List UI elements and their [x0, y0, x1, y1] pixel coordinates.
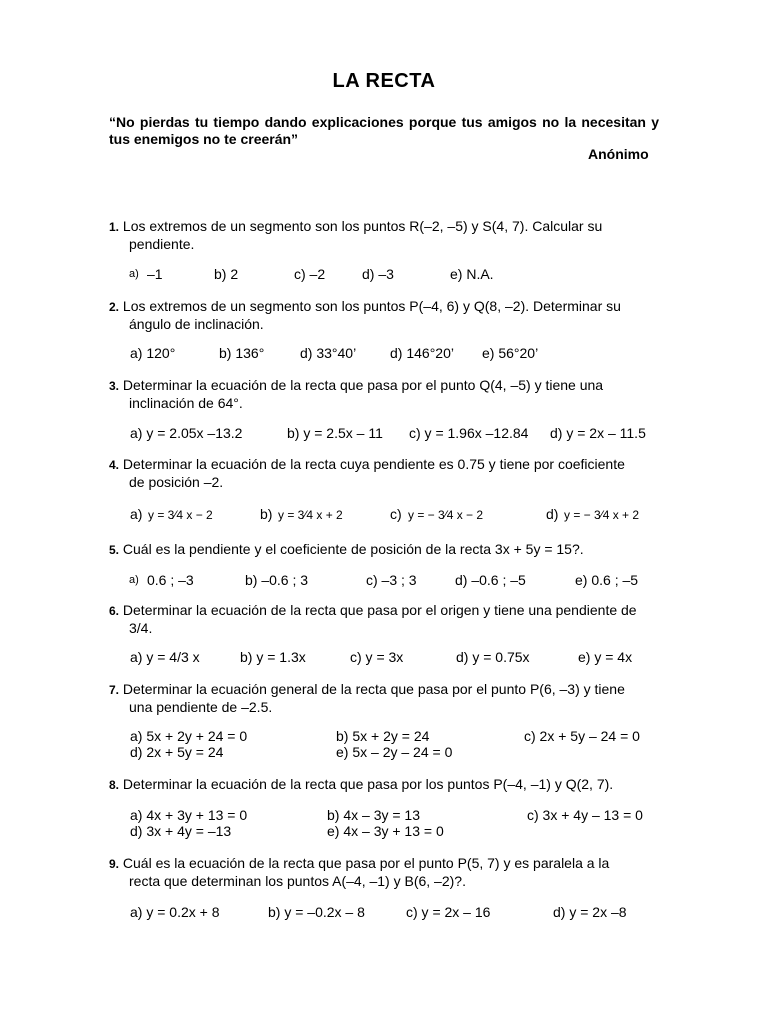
question-text-cont: ángulo de inclinación.	[129, 316, 264, 332]
question-text: Cuál es la pendiente y el coeficiente de posición de la recta 3x + 5y = 15?.	[122, 541, 584, 557]
option: c) 3x + 4y – 13 = 0	[527, 807, 643, 823]
option: e) y = 4x	[578, 649, 633, 665]
option: a) y = 2.05x –13.2	[130, 425, 243, 441]
option: d) y = 0.75x	[456, 649, 530, 665]
page-title: LA RECTA	[332, 70, 436, 92]
question-number: 6.	[109, 604, 120, 618]
option-label: d)	[546, 506, 559, 522]
option: b) y = 2.5x – 11	[287, 425, 383, 441]
epigraph-quote: “No pierdas tu tiempo dando explicaciones porque tus amigos no la necesitan y tus enemigos no te creerán”	[109, 114, 659, 147]
question-text: Los extremos de un segmento son los puntos R(–2, –5) y S(4, 7). Calcular su	[122, 218, 603, 234]
option: b) 2	[214, 266, 239, 282]
option: c) –2	[294, 266, 326, 282]
option: c) y = 2x – 16	[406, 904, 491, 920]
question-text: Determinar la ecuación de la recta que pasa por los puntos P(–4, –1) y Q(2, 7).	[122, 776, 614, 792]
option: d) –0.6 ; –5	[455, 572, 526, 588]
question-2	[109, 298, 659, 333]
option: d) 3x + 4y = –13	[130, 823, 232, 839]
option: b) 5x + 2y = 24	[336, 728, 430, 744]
option-label: a)	[129, 268, 139, 280]
question-text: Cuál es la ecuación de la recta que pasa por el punto P(5, 7) y es paralela a la	[122, 855, 610, 871]
question-text-cont: 3/4.	[129, 620, 153, 636]
option-equation: y = 3⁄4 x − 2	[148, 508, 213, 522]
question-number: 2.	[109, 300, 120, 314]
option: a) 4x + 3y + 13 = 0	[130, 807, 248, 823]
question-text: Determinar la ecuación general de la recta que pasa por el punto P(6, –3) y tiene	[122, 681, 625, 697]
question-7	[109, 681, 659, 716]
epigraph-author: Anónimo	[588, 146, 649, 162]
question-number: 3.	[109, 379, 120, 393]
option: c) –3 ; 3	[366, 572, 417, 588]
question-9	[109, 855, 659, 890]
option: c) 2x + 5y – 24 = 0	[524, 728, 640, 744]
option: d) 146°20’	[390, 345, 454, 361]
option: e) 56°20’	[482, 345, 539, 361]
option-label: a)	[130, 506, 143, 522]
question-3	[109, 377, 659, 412]
question-text-cont: una pendiente de –2.5.	[129, 699, 273, 715]
question-text-cont: inclinación de 64°.	[129, 395, 243, 411]
option-value: –1	[147, 266, 163, 282]
option-label: b)	[260, 506, 273, 522]
option: b) –0.6 ; 3	[245, 572, 309, 588]
option-equation: y = − 3⁄4 x + 2	[564, 508, 640, 522]
question-number: 7.	[109, 683, 120, 697]
option: e) 0.6 ; –5	[575, 572, 639, 588]
option: b) 4x – 3y = 13	[327, 807, 421, 823]
option: a) y = 4/3 x	[130, 649, 200, 665]
option: b) y = –0.2x – 8	[268, 904, 365, 920]
question-1	[109, 218, 659, 253]
option: c) y = 1.96x –12.84	[409, 425, 529, 441]
option: a) 120°	[130, 345, 176, 361]
option-value: 0.6 ; –3	[147, 572, 194, 588]
option: d) –3	[362, 266, 394, 282]
option-equation: y = 3⁄4 x + 2	[278, 508, 343, 522]
question-8	[109, 776, 659, 794]
question-text: Los extremos de un segmento son los puntos P(–4, 6) y Q(8, –2). Determinar su	[122, 298, 621, 314]
option-label: c)	[390, 506, 402, 522]
option-label: a)	[129, 574, 139, 586]
option: e) 4x – 3y + 13 = 0	[327, 823, 444, 839]
question-5	[109, 541, 659, 559]
option: e) N.A.	[450, 266, 494, 282]
question-text-cont: recta que determinan los puntos A(–4, –1) y B(6, –2)?.	[129, 873, 466, 889]
question-4	[109, 456, 659, 491]
question-number: 5.	[109, 543, 120, 557]
question-number: 9.	[109, 857, 120, 871]
question-text-cont: de posición –2.	[129, 474, 224, 490]
option-equation: y = − 3⁄4 x − 2	[408, 508, 484, 522]
option: d) y = 2x –8	[553, 904, 627, 920]
option: d) 2x + 5y = 24	[130, 744, 224, 760]
option: a) 5x + 2y + 24 = 0	[130, 728, 248, 744]
question-6	[109, 602, 659, 637]
option: a) y = 0.2x + 8	[130, 904, 220, 920]
option: b) 136°	[219, 345, 265, 361]
question-number: 4.	[109, 458, 120, 472]
option: d) 33°40’	[300, 345, 357, 361]
question-text: Determinar la ecuación de la recta que pasa por el punto Q(4, –5) y tiene una	[122, 377, 604, 393]
question-text-cont: pendiente.	[129, 236, 195, 252]
option: e) 5x – 2y – 24 = 0	[336, 744, 453, 760]
option: b) y = 1.3x	[240, 649, 306, 665]
question-number: 1.	[109, 220, 120, 234]
question-text: Determinar la ecuación de la recta que pasa por el origen y tiene una pendiente de	[122, 602, 637, 618]
question-number: 8.	[109, 778, 120, 792]
option: d) y = 2x – 11.5	[550, 425, 646, 441]
option: c) y = 3x	[350, 649, 404, 665]
question-text: Determinar la ecuación de la recta cuya pendiente es 0.75 y tiene por coeficiente	[122, 456, 625, 472]
